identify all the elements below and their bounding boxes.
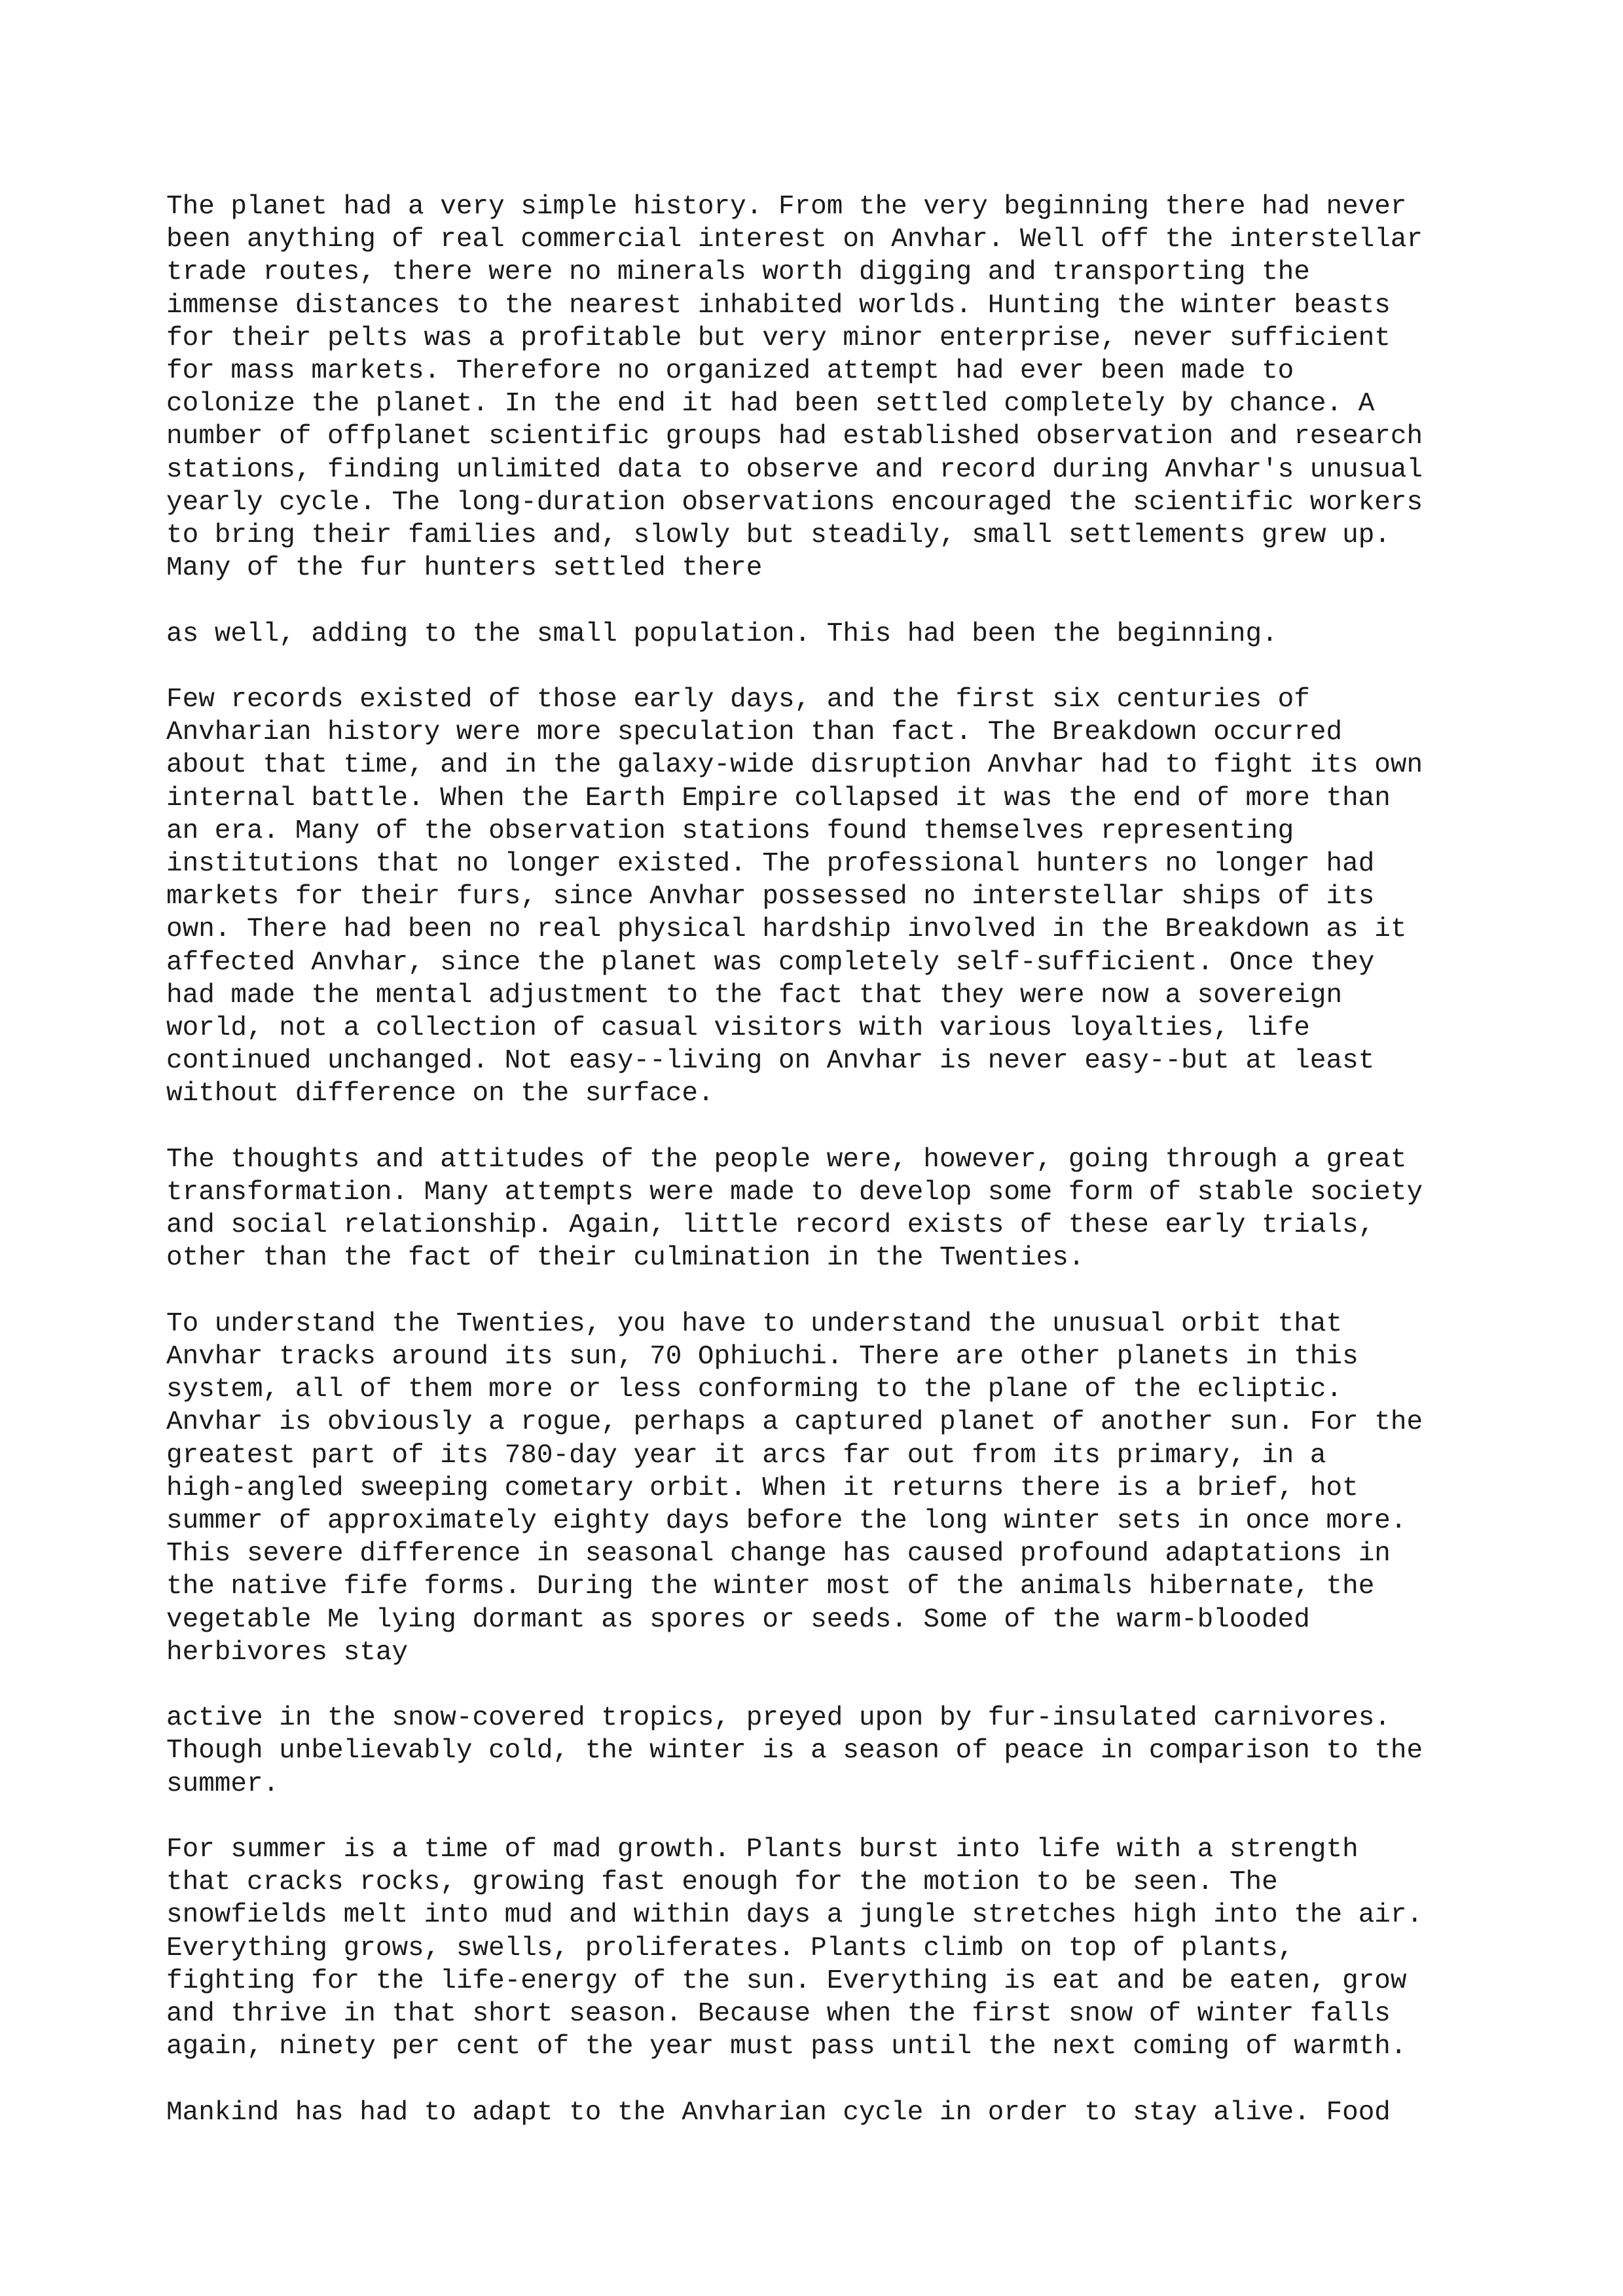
- paragraph-mankind: Mankind has had to adapt to the Anvharian cycle in order to stay alive. Food: [166, 2097, 1391, 2128]
- paragraph-summer: For summer is a time of mad growth. Plants burst into life with a strength that cracks rocks, growing fast enough for the motion to be seen. The snowfields melt into mud and within days a jungle stretches high into the air. Everything grows, swells, proliferates. Plants climb on top of plants, fighting for the life-energy of the sun. Everything is eat and be eaten, grow and thrive in that short season. Because when the first snow of winter falls again, ninety per cent of the year must pass until the next coming of warmth.: [166, 1835, 1423, 2062]
- paragraph-beginning: as well, adding to the small population. This had been the beginning.: [166, 619, 1278, 649]
- paragraph-winter: active in the snow-covered tropics, preyed upon by fur-insulated carnivores. Though unbelievably cold, the winter is a season of peace in comparison to the summer.: [166, 1703, 1423, 1799]
- document-page: [166, 190, 1476, 2129]
- paragraph-transformation: The thoughts and attitudes of the people were, however, going through a great transformation. Many attempts were made to develop some form of stable society and social relationship. Again, little record exists of these early trials, other than the fact of their culmination in the Twenties.: [166, 1144, 1423, 1274]
- paragraph-history: The planet had a very simple history. From the very beginning there had never been anything of real commercial interest on Anvhar. Well off the interstellar trade routes, there were no minerals worth digging and transporting the immense distances to the nearest inhabited worlds. Hunting the winter beasts for their pelts was a profitable but very minor enterprise, never sufficient for mass markets. Therefore no organized attempt had ever been made to colonize the planet. In the end it had been settled completely by chance. A number of offplanet scientific groups had established observation and research stations, finding unlimited data to observe and record during Anvhar's unusual yearly cycle. The long-duration observations encouraged the scientific workers to bring their families and, slowly but steadily, small settlements grew up. Many of the fur hunters settled there: [166, 192, 1423, 584]
- paragraph-breakdown: Few records existed of those early days, and the first six centuries of Anvharian history were more speculation than fact. The Breakdown occurred about that time, and in the galaxy-wide disruption Anvhar had to fight its own internal battle. When the Earth Empire collapsed it was the end of more than an era. Many of the observation stations found themselves representing institutions that no longer existed. The professional hunters no longer had markets for their furs, since Anvhar possessed no interstellar ships of its own. There had been no real physical hardship involved in the Breakdown as it affected Anvhar, since the planet was completely self-sufficient. Once they had made the mental adjustment to the fact that they were now a sovereign world, not a collection of casual visitors with various loyalties, life continued unchanged. Not easy--living on Anvhar is never easy--but at least without difference on the surface.: [166, 685, 1423, 1109]
- paragraph-orbit: To understand the Twenties, you have to understand the unusual orbit that Anvhar tracks around its sun, 70 Ophiuchi. There are other planets in this system, all of them more or less conforming to the plane of the ecliptic. Anvhar is obviously a rogue, perhaps a captured planet of another sun. For the greatest part of its 780-day year it arcs far out from its primary, in a high-angled sweeping cometary orbit. When it returns there is a brief, hot summer of approximately eighty days before the long winter sets in once more. This severe difference in seasonal change has caused profound adaptations in the native fife forms. During the winter most of the animals hibernate, the vegetable Me lying dormant as spores or seeds. Some of the warm-blooded herbivores stay: [166, 1308, 1423, 1668]
